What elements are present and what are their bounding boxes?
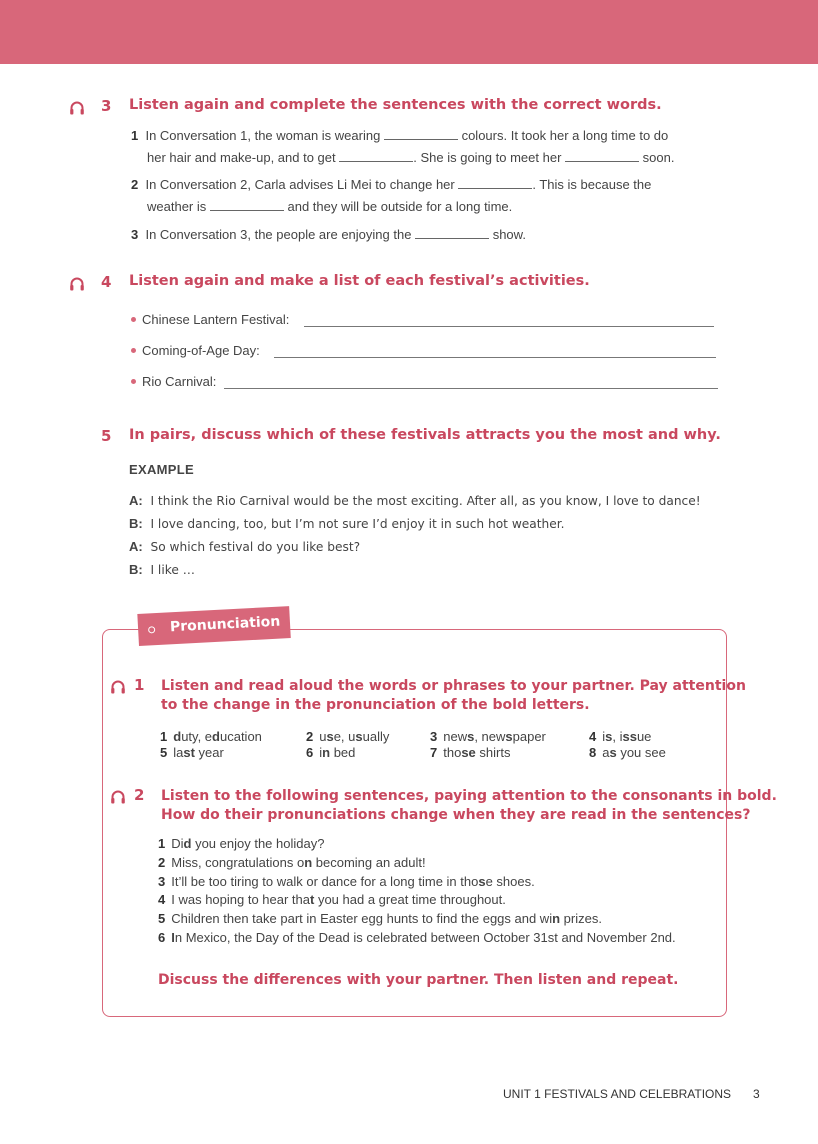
answer-blank[interactable] bbox=[415, 226, 489, 239]
headphones-icon[interactable] bbox=[69, 276, 85, 292]
pron-word-item: 8 as you see bbox=[589, 745, 666, 760]
exercise-3-number: 3 bbox=[101, 97, 112, 115]
pron-word-item: 2 use, usually bbox=[306, 729, 390, 744]
exercise-3-title: Listen again and complete the sentences with the correct words. bbox=[129, 97, 662, 113]
answer-blank[interactable] bbox=[210, 198, 284, 211]
page-number: 3 bbox=[753, 1087, 760, 1101]
bullet-icon bbox=[131, 348, 136, 353]
dialog-line: B: I like … bbox=[129, 562, 195, 577]
pron-2-title: Listen to the following sentences, paying attention to the consonants in bold. How do their pronunciations change when they are read in the sentences? bbox=[161, 788, 777, 823]
pron-word-item: 1 duty, education bbox=[160, 729, 262, 744]
pronunciation-tab: Pronunciation bbox=[137, 606, 290, 646]
answer-line[interactable] bbox=[304, 326, 714, 327]
exercise-5-number: 5 bbox=[101, 427, 112, 445]
headphones-icon[interactable] bbox=[110, 679, 126, 695]
ex3-sentence-3: 3 In Conversation 3, the people are enjoying the show. bbox=[131, 227, 526, 242]
headphones-icon[interactable] bbox=[110, 789, 126, 805]
ex3-sentence-2: 2 In Conversation 2, Carla advises Li Mei to change her . This is because the weather is and they will be outside for a long time. bbox=[131, 177, 652, 214]
pron-word-item: 4 is, issue bbox=[589, 729, 652, 744]
ex4-bullet-1: Chinese Lantern Festival: bbox=[131, 312, 289, 327]
pron-word-item: 7 those shirts bbox=[430, 745, 511, 760]
dialog-line: B: I love dancing, too, but I’m not sure I’d enjoy it in such hot weather. bbox=[129, 516, 565, 531]
pron-2-closing: Discuss the differences with your partner. Then listen and repeat. bbox=[158, 972, 679, 988]
pron-2-number: 2 bbox=[134, 786, 145, 804]
answer-line[interactable] bbox=[224, 388, 718, 389]
pron-sentence: 1 Did you enjoy the holiday? bbox=[158, 836, 325, 851]
exercise-4-title: Listen again and make a list of each festival’s activities. bbox=[129, 273, 590, 289]
ex4-bullet-2: Coming-of-Age Day: bbox=[131, 343, 260, 358]
footer-unit-title: UNIT 1 FESTIVALS AND CELEBRATIONS bbox=[503, 1087, 732, 1101]
dialog-line: A: So which festival do you like best? bbox=[129, 539, 361, 554]
bullet-icon bbox=[131, 317, 136, 322]
pron-sentence: 2 Miss, congratulations on becoming an adult! bbox=[158, 854, 426, 870]
answer-line[interactable] bbox=[274, 357, 716, 358]
pron-word-item: 6 in bed bbox=[306, 745, 356, 760]
bullet-icon bbox=[131, 379, 136, 384]
headphones-icon[interactable] bbox=[69, 100, 85, 116]
answer-blank[interactable] bbox=[565, 149, 639, 162]
ex3-sentence-1: 1 In Conversation 1, the woman is wearing colours. It took her a long time to do her hair and make-up, and to get . She is going to meet her soon. bbox=[131, 128, 675, 165]
example-label: EXAMPLE bbox=[129, 462, 194, 477]
pron-word-item: 5 last year bbox=[160, 745, 224, 760]
pron-sentence: 4 I was hoping to hear that you had a great time throughout. bbox=[158, 892, 506, 908]
pron-sentence: 6 In Mexico, the Day of the Dead is celebrated between October 31st and November 2nd. bbox=[158, 930, 676, 945]
answer-blank[interactable] bbox=[458, 176, 532, 189]
dialog-line: A: I think the Rio Carnival would be the most exciting. After all, as you know, I love to dance! bbox=[129, 493, 701, 508]
pron-word-item: 3 news, newspaper bbox=[430, 729, 546, 744]
pron-1-title: Listen and read aloud the words or phrases to your partner. Pay attention to the change in the pronunciation of the bold letters. bbox=[161, 678, 746, 713]
ex4-bullet-3: Rio Carnival: bbox=[131, 374, 216, 389]
answer-blank[interactable] bbox=[339, 149, 413, 162]
pron-1-number: 1 bbox=[134, 676, 145, 694]
exercise-4-number: 4 bbox=[101, 273, 112, 291]
pron-sentence: 5 Children then take part in Easter egg hunts to find the eggs and win prizes. bbox=[158, 911, 602, 927]
header-band bbox=[0, 0, 818, 64]
pron-sentence: 3 It’ll be too tiring to walk or dance for a long time in those shoes. bbox=[158, 873, 535, 889]
exercise-5-title: In pairs, discuss which of these festivals attracts you the most and why. bbox=[129, 427, 721, 443]
answer-blank[interactable] bbox=[384, 127, 458, 140]
circle-icon bbox=[148, 626, 155, 633]
